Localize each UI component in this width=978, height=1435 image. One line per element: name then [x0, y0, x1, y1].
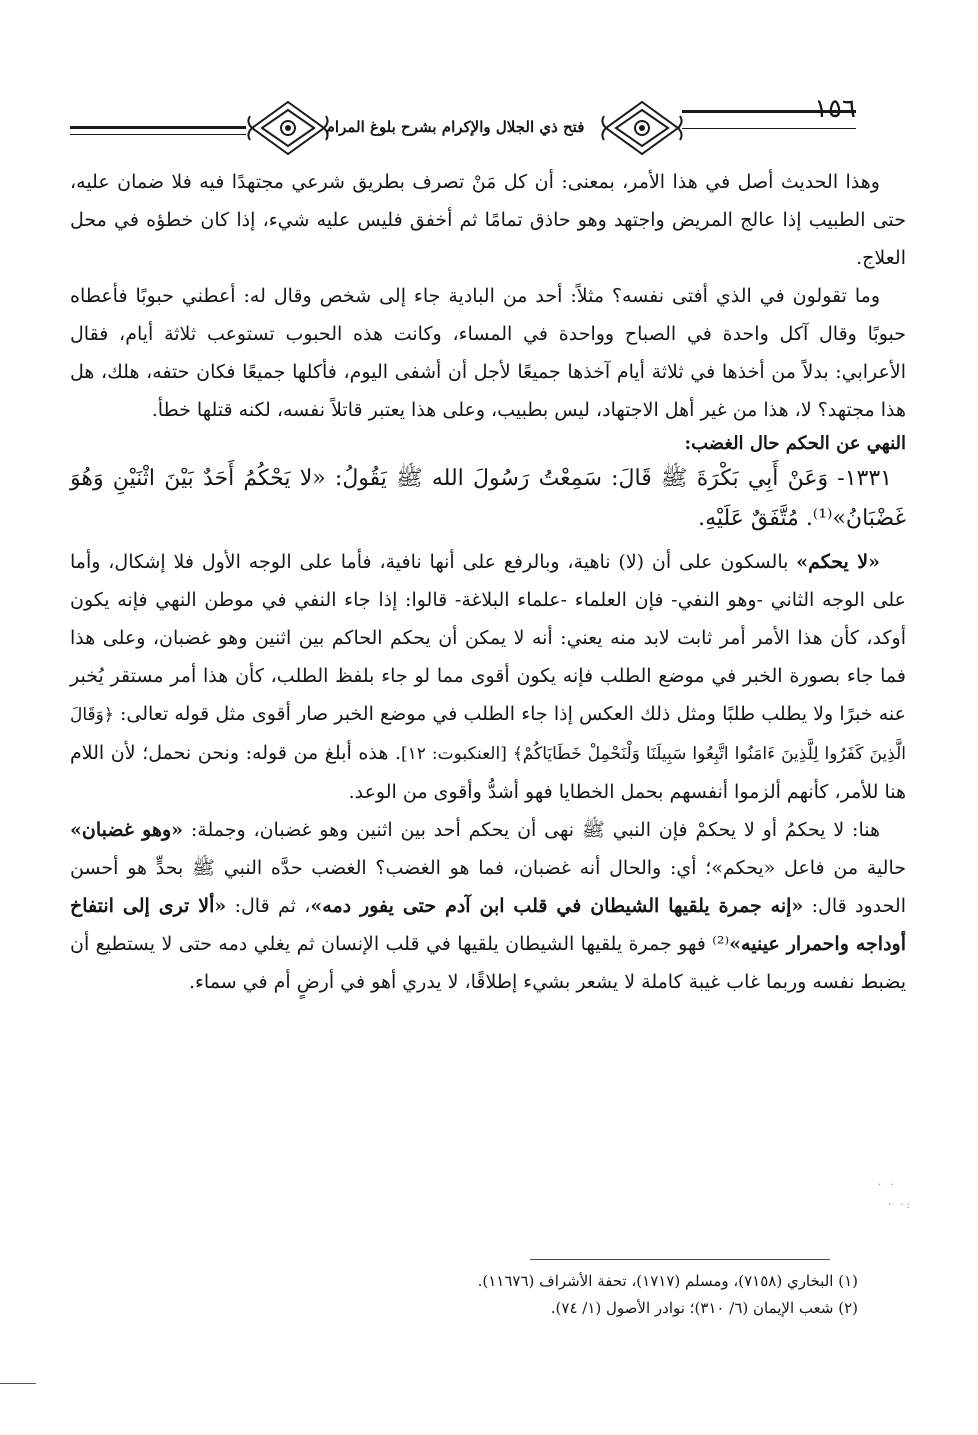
paragraph-4-text-e: ، ثم قال:: [226, 895, 311, 917]
paragraph-3-text-a: بالسكون على أن (لا) ناهية، وبالرفع على أنها نافية، فأما على الوجه الأول فلا إشكال، وأما على الوجه الثاني -وهو النفي- فإن العلماء -علماء البلاغة- قالوا: إذا جاء النفي في موطن النهي فإنه يكون أوكد، كأن هذا الأمر أمر ثابت لابد منه يعني: أنه لا يمكن أن يحكم الحاكم بين اثنين وهو غضبان، وعلى هذا فما جاء بصورة الخبر في موضع الطلب فإنه يكون أقوى مما لو جاء بلفظ الطلب، كأن هذا أمر مستقر يُخبر عنه خبرًا ولا يطلب طلبًا ومثل ذلك العكس إذا جاء الطلب في موضع الخبر صار أقوى مثل قوله تعالى:: [70, 551, 906, 725]
page-number: ١٥٦: [814, 94, 856, 124]
section-heading: النهي عن الحكم حال الغضب:: [684, 433, 906, 454]
ornament-right-icon: [600, 98, 684, 158]
scan-noise: · ·: [878, 1180, 897, 1191]
paragraph-4: [70, 811, 906, 1001]
paragraph-2: وما تقولون في الذي أفتى نفسه؟ مثلاً: أحد من البادية جاء إلى شخص وقال له: أعطني حبوبًا فأعطاه حبوبًا وقال آكل واحدة في الصباح وواحدة في المساء، وكانت هذه الحبوب تستوعب ثلاثة أيام، فقال الأعرابي: بدلاً من أخذها في ثلاثة أيام آخذها جميعًا لأجل أن أشفى اليوم، فأكلها جميعًا فكان حتفه، هلك، هل هذا مجتهد؟ لا، هذا من غير أهل الاجتهاد، ليس بطبيب، وعلى هذا يعتبر قاتلاً نفسه، لكنه قتلها خطأ.: [70, 285, 906, 421]
header-rule-right-top: [682, 110, 856, 113]
keyword-la-yahkum: «لا يحكم»: [796, 551, 880, 573]
quran-verse: ﴿وَقَالَ الَّذِينَ كَفَرُوا لِلَّذِينَ ءَامَنُوا اتَّبِعُوا سَبِيلَنَا وَلْنَحْمِلْ خَطَايَاكُمْ﴾: [70, 705, 906, 764]
paragraph-3: [70, 543, 906, 811]
paragraph-1: وهذا الحديث أصل في هذا الأمر، بمعنى: أن كل مَنْ تصرف بطريق شرعي مجتهدًا فيه فلا ضمان عليه، حتى الطبيب إذا عالج المريض واجتهد وهو حاذق تمامًا ثم أخفق فليس عليه شيء، إذا كان خطؤه في محل العلاج.: [70, 171, 906, 269]
footnote-rule: [530, 1259, 830, 1260]
paragraph-3-text-b: . هذه أبلغ من قوله: ونحن نحمل؛ لأن اللام هنا للأمر، كأنهم ألزموا أنفسهم بحمل الخطايا فهو أشدُّ وأقوى من الوعد.: [70, 742, 906, 803]
hadith-quote-jamra: «إنه جمرة يلقيها الشيطان في قلب ابن آدم حتى يفور دمه»: [310, 895, 804, 917]
scan-noise: · ·:: [888, 1200, 913, 1211]
header-rule-left-thin: [70, 134, 246, 135]
paragraph-4-text-g: ⁽²⁾ فهو جمرة يلقيها الشيطان يلقيها في قلب الإنسان ثم يغلي دمه حتى لا يستطيع أن يضبط نفسه وربما غاب غيبة كاملة لا يشعر بشيء إطلاقًا، لا يدري أهو في أرضٍ أم في سماء.: [70, 933, 906, 993]
footnote-1: (١) البخاري (٧١٥٨)، ومسلم (١٧١٧)، تحفة الأشراف (١١٦٧٦).: [477, 1272, 858, 1290]
hadith-quote-awdaj: «ألا ترى إلى انتفاخ أوداجه واحمرار عينيه»: [70, 895, 906, 955]
header-rule-right-bottom: [682, 128, 856, 129]
running-title: فتح ذي الجلال والإكرام بشرح بلوغ المرام: [325, 118, 585, 136]
footnotes: [100, 1268, 858, 1322]
footnote-2: (٢) شعب الإيمان (٦/ ٣١٠)؛ نوادر الأصول (١/ ٧٤).: [550, 1299, 858, 1317]
paragraph-4-text-c: حالية من فاعل «يحكم»؛ أي: والحال أنه غضبان، فما هو الغضب؟ الغضب حدَّه النبي ﷺ بحدٍّ هو أحسن الحدود قال:: [70, 857, 906, 917]
header-rule-left: [70, 126, 246, 129]
hadith-text: ١٣٣١- وَعَنْ أَبِي بَكْرَةَ ﷺ قَالَ: سَمِعْتُ رَسُولَ الله ﷺ يَقُولُ: «لا يَحْكُمُ أَحَدٌ بَيْنَ اثْنَيْنِ وَهُوَ غَضْبَانُ»⁽¹⁾. مُتَّفَقٌ عَلَيْهِ.: [70, 466, 906, 531]
keyword-wahuwa-ghadban: «وهو غضبان»: [70, 819, 184, 841]
main-text: [70, 163, 906, 1001]
scan-mark: [0, 1383, 36, 1384]
paragraph-4-text-a: هنا: لا يحكمُ أو لا يحكمْ فإن النبي ﷺ نهى أن يحكم أحد بين اثنين وهو غضبان، وجملة:: [183, 819, 880, 841]
quran-reference: [العنكبوت: ١٢]: [401, 744, 513, 764]
